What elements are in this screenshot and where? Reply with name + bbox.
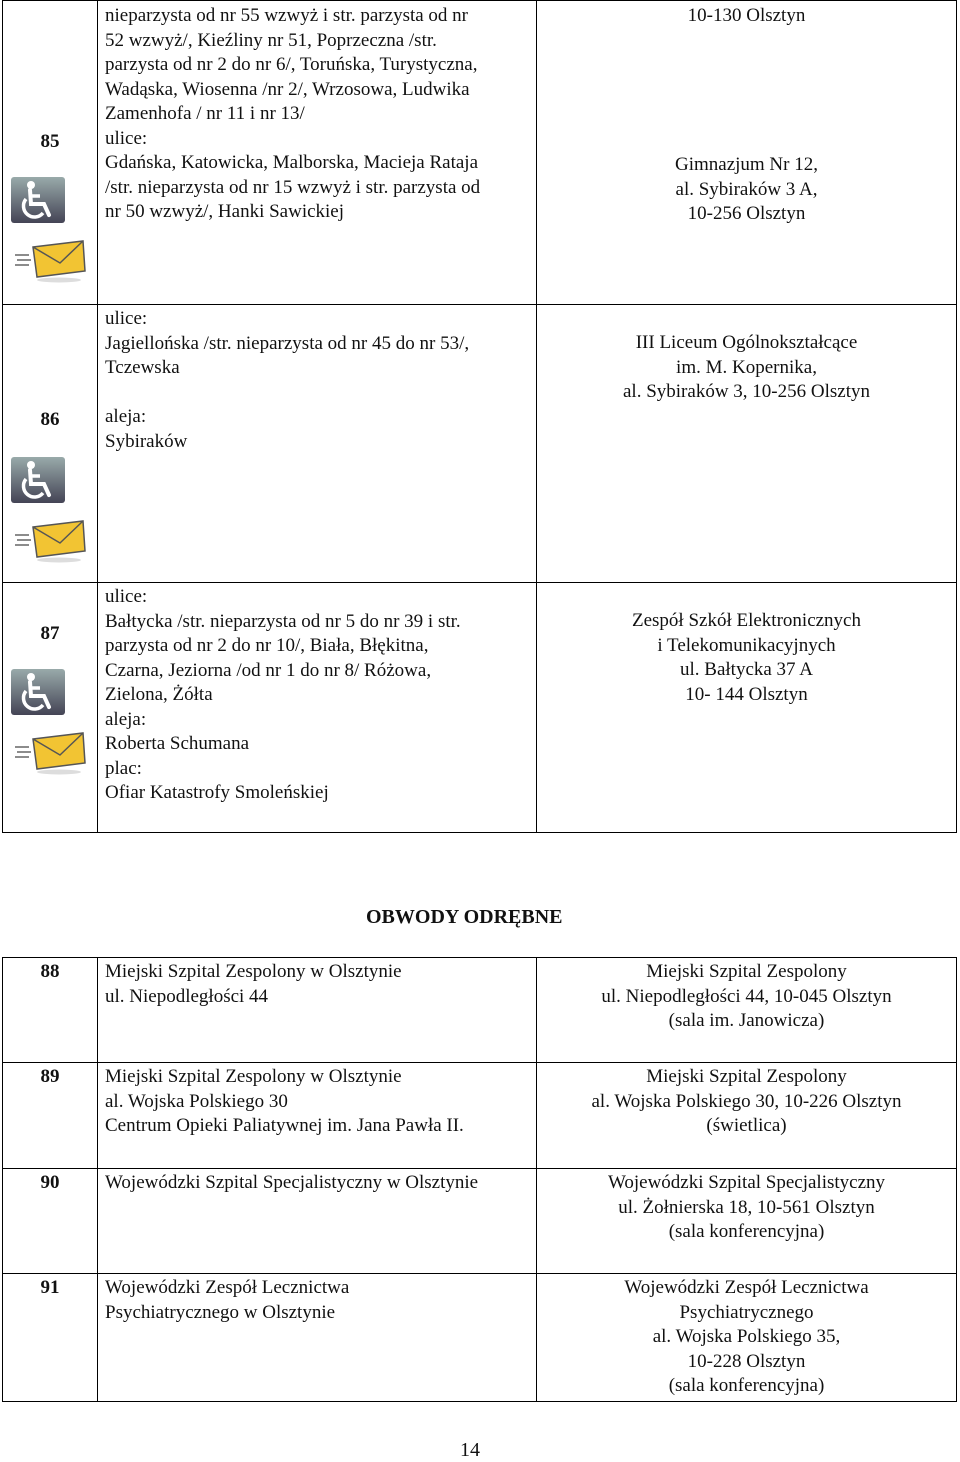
name-line: Wojewódzki Zespół Lecznictwa: [105, 1277, 350, 1298]
street-line: Roberta Schumana: [105, 733, 250, 754]
place-line: 10-228 Olsztyn: [687, 1350, 806, 1372]
separate-district-row: [3, 1274, 957, 1402]
street-line: nr 50 wzwyż/, Hanki Sawickiej: [105, 201, 345, 222]
place-line: (sala konferencyjna): [668, 1375, 825, 1396]
street-line: ulice:: [105, 308, 148, 329]
polling-place-address: [537, 1171, 956, 1245]
place-line: al. Wojska Polskiego 35,: [652, 1326, 841, 1347]
place-line: ul. Bałtycka 37 A: [680, 659, 813, 680]
district-row-87: [3, 583, 957, 833]
polling-place-cell: [537, 1063, 957, 1169]
street-line: plac:: [105, 757, 142, 779]
district-number-cell: [3, 583, 98, 833]
district-number: 87: [40, 623, 60, 644]
district-row-86: [3, 305, 957, 583]
district-number: 85: [40, 131, 60, 152]
polling-place-address: [537, 609, 956, 707]
polling-place-cell: [537, 305, 957, 583]
street-line: parzysta od nr 2 do nr 6/, Toruńska, Turystyczna,: [105, 54, 478, 75]
wheelchair-icon: [11, 669, 65, 715]
district-streets-cell: [98, 583, 537, 833]
street-line: Sybiraków: [105, 430, 188, 452]
name-lines: [105, 1065, 464, 1139]
district-number: 86: [40, 409, 60, 430]
district-number-cell: [3, 1, 98, 305]
street-line: nieparzysta od nr 55 wzwyż i str. parzysta od nr: [105, 5, 469, 26]
district-number-cell: [3, 305, 98, 583]
separate-district-row: [3, 958, 957, 1063]
place-line: Gimnazjum Nr 12,: [674, 154, 818, 175]
name-line: ul. Niepodległości 44: [105, 985, 269, 1007]
place-line: im. M. Kopernika,: [676, 356, 817, 378]
street-line: ulice:: [105, 586, 148, 607]
district-number: 89: [3, 1063, 98, 1169]
district-name-cell: [98, 1274, 537, 1402]
polling-place-address: [537, 331, 956, 405]
place-line: (sala konferencyjna): [668, 1221, 825, 1242]
name-line: Miejski Szpital Zespolony w Olsztynie: [105, 961, 402, 982]
street-line: Jagiellońska /str. nieparzysta od nr 45 do nr 53/,: [105, 332, 470, 354]
district-streets-cell: [98, 305, 537, 583]
name-line: Psychiatrycznego w Olsztynie: [105, 1301, 336, 1323]
place-line: al. Wojska Polskiego 30, 10-226 Olsztyn: [591, 1090, 902, 1112]
districts-table: [2, 0, 957, 833]
district-name-cell: [98, 958, 537, 1063]
envelope-icon: [13, 729, 87, 775]
place-line: Miejski Szpital Zespolony: [646, 961, 847, 982]
street-line: /str. nieparzysta od nr 15 wzwyż i str. parzysta od: [105, 176, 481, 198]
polling-place-top: 10-130 Olsztyn: [687, 5, 806, 26]
place-line: Miejski Szpital Zespolony: [646, 1066, 847, 1087]
polling-place-address: [537, 960, 956, 1034]
place-line: Zespół Szkół Elektronicznych: [632, 610, 861, 631]
separate-district-row: [3, 1063, 957, 1169]
place-line: 10-256 Olsztyn: [687, 203, 806, 224]
name-lines: [105, 1171, 478, 1196]
name-lines: [105, 960, 402, 1009]
polling-place-address: [537, 1065, 956, 1139]
street-line: Bałtycka /str. nieparzysta od nr 5 do nr 39 i str.: [105, 610, 461, 632]
street-line: aleja:: [105, 708, 147, 730]
place-line: ul. Niepodległości 44, 10-045 Olsztyn: [601, 985, 892, 1007]
district-number: 90: [3, 1169, 98, 1274]
polling-place-cell: [537, 1274, 957, 1402]
place-line: i Telekomunikacyjnych: [657, 634, 836, 656]
polling-place-address: [537, 153, 956, 227]
district-name-cell: [98, 1063, 537, 1169]
street-line: [105, 381, 469, 406]
place-line: Wojewódzki Zespół Lecznictwa: [624, 1277, 869, 1298]
district-streets-cell: [98, 1, 537, 305]
street-line: ulice:: [105, 127, 148, 149]
street-line: Tczewska: [105, 357, 180, 378]
wheelchair-icon: [11, 457, 65, 503]
street-line: Zamenhofa / nr 11 i nr 13/: [105, 103, 305, 124]
polling-place-cell: [537, 1, 957, 305]
separate-district-row: [3, 1169, 957, 1274]
street-line: Wadąska, Wiosenna /nr 2/, Wrzosowa, Ludwika: [105, 78, 470, 100]
polling-place-cell: [537, 1169, 957, 1274]
place-line: al. Sybiraków 3 A,: [675, 178, 818, 200]
name-lines: [105, 1276, 349, 1325]
place-line: Psychiatrycznego: [679, 1301, 814, 1323]
polling-place-cell: [537, 583, 957, 833]
place-line: ul. Żołnierska 18, 10-561 Olsztyn: [618, 1196, 875, 1218]
place-line: 10- 144 Olsztyn: [685, 683, 808, 705]
place-line: III Liceum Ogólnokształcące: [635, 332, 858, 353]
street-line: aleja:: [105, 406, 147, 427]
envelope-icon: [13, 517, 87, 563]
place-line: (sala im. Janowicza): [668, 1010, 825, 1031]
section-title: OBWODY ODRĘBNE: [366, 906, 563, 928]
street-line: Ofiar Katastrofy Smoleńskiej: [105, 782, 329, 803]
district-number: 91: [3, 1274, 98, 1402]
street-line: Zielona, Żółta: [105, 684, 213, 705]
place-line: al. Sybiraków 3, 10-256 Olsztyn: [623, 381, 870, 402]
separate-districts-table: [2, 957, 957, 1402]
street-list: [105, 307, 469, 454]
street-line: Gdańska, Katowicka, Malborska, Macieja Rataja: [105, 152, 479, 173]
street-line: Czarna, Jeziorna /od nr 1 do nr 8/ Różowa,: [105, 659, 432, 681]
street-list: [105, 585, 461, 806]
street-list: [105, 4, 480, 225]
polling-place-address: [537, 1276, 956, 1399]
place-line: Wojewódzki Szpital Specjalistyczny: [607, 1172, 886, 1193]
district-row-85: [3, 1, 957, 305]
name-line: Centrum Opieki Paliatywnej im. Jana Pawła II.: [105, 1115, 464, 1136]
envelope-icon: [13, 237, 87, 283]
polling-place-cell: [537, 958, 957, 1063]
name-line: Miejski Szpital Zespolony w Olsztynie: [105, 1066, 402, 1087]
district-number: 88: [3, 958, 98, 1063]
name-line: Wojewódzki Szpital Specjalistyczny w Olsztynie: [105, 1172, 479, 1193]
place-line: (świetlica): [706, 1115, 787, 1136]
district-name-cell: [98, 1169, 537, 1274]
name-line: al. Wojska Polskiego 30: [105, 1090, 288, 1112]
page-number: 14: [460, 1439, 480, 1461]
street-line: 52 wzwyż/, Kieźliny nr 51, Poprzeczna /str.: [105, 29, 437, 51]
wheelchair-icon: [11, 177, 65, 223]
street-line: parzysta od nr 2 do nr 10/, Biała, Błękitna,: [105, 635, 429, 656]
